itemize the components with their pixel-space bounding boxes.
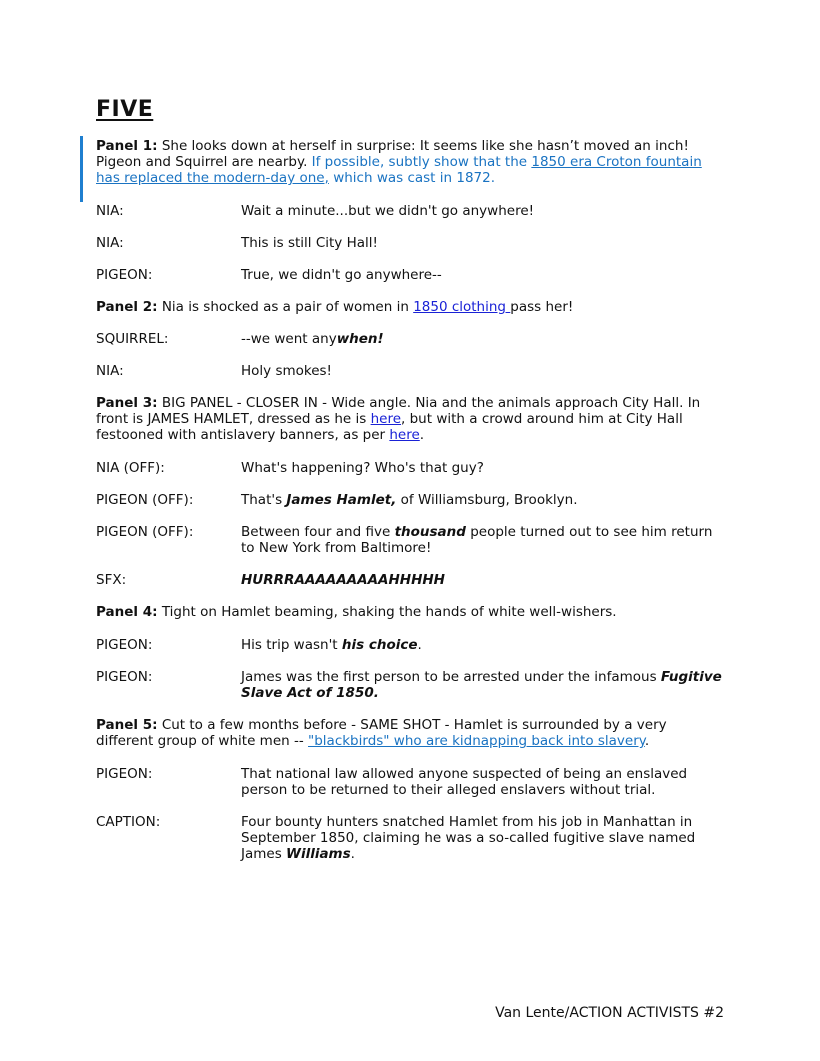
sfx-text: HURRRAAAAAAAAAHHHHH bbox=[241, 572, 445, 588]
sound-effect bbox=[241, 572, 726, 588]
dialogue-text: Four bounty hunters snatched Hamlet from his job in Manhattan in September 1850, claiming he was a so-called fugitive slave named James bbox=[241, 814, 696, 862]
panel-note-end: which was cast in 1872. bbox=[328, 170, 496, 186]
speaker: PIGEON: bbox=[96, 669, 153, 685]
speaker: SFX: bbox=[96, 572, 127, 588]
dialogue-line bbox=[241, 492, 726, 508]
panel-label: Panel 5: bbox=[96, 717, 158, 733]
dialogue-line: Holy smokes! bbox=[241, 363, 332, 379]
dialogue-line: This is still City Hall! bbox=[241, 235, 378, 251]
dialogue-line bbox=[241, 669, 726, 701]
dialogue-text-end: . bbox=[350, 846, 355, 862]
panel-4-description bbox=[96, 604, 726, 620]
dialogue-line: That national law allowed anyone suspected of being an enslaved person to be returned to their alleged enslavers without trial. bbox=[241, 766, 688, 798]
panel-text-end: pass her! bbox=[510, 299, 574, 315]
panel-5-description bbox=[96, 717, 726, 749]
panel-text: Tight on Hamlet beaming, shaking the hands of white well-wishers. bbox=[157, 604, 617, 620]
dialogue-text: --we went any bbox=[241, 331, 337, 347]
speaker: CAPTION: bbox=[96, 814, 161, 830]
panel-text-mid: , but with a crowd around him at City Hall festooned with antislavery banners, as per bbox=[96, 411, 683, 443]
panel-3-description bbox=[96, 395, 726, 443]
dialogue-line bbox=[241, 331, 726, 347]
dialogue-emphasis: his choice bbox=[341, 637, 418, 653]
panel-label: Panel 3: bbox=[96, 395, 158, 411]
blackbirds-link[interactable]: "blackbirds" who are kidnapping back into slavery bbox=[308, 733, 645, 749]
panel-text: BIG PANEL - CLOSER IN - Wide angle. Nia and the animals approach City Hall. In front is JAMES HAMLET, dressed as he is bbox=[96, 395, 701, 427]
page-footer: Van Lente/ACTION ACTIVISTS #2 bbox=[495, 1005, 724, 1021]
panel-text: Nia is shocked as a pair of women in bbox=[157, 299, 414, 315]
dialogue-text: Between four and five bbox=[241, 524, 395, 540]
dialogue-emphasis: James Hamlet, bbox=[286, 492, 397, 508]
panel-2-description bbox=[96, 299, 726, 315]
speaker: NIA (OFF): bbox=[96, 460, 165, 476]
comment-marker bbox=[80, 136, 83, 202]
speaker: NIA: bbox=[96, 203, 124, 219]
speaker: SQUIRREL: bbox=[96, 331, 169, 347]
panel-1-description bbox=[96, 138, 726, 186]
dialogue-line bbox=[241, 637, 726, 653]
dialogue-line bbox=[241, 524, 726, 556]
speaker: PIGEON (OFF): bbox=[96, 524, 194, 540]
speaker: PIGEON (OFF): bbox=[96, 492, 194, 508]
panel-label: Panel 2: bbox=[96, 299, 158, 315]
panel-label: Panel 1: bbox=[96, 138, 158, 154]
speaker: PIGEON: bbox=[96, 267, 153, 283]
panel-label: Panel 4: bbox=[96, 604, 158, 620]
speaker: NIA: bbox=[96, 235, 124, 251]
dialogue-text: That's bbox=[241, 492, 287, 508]
panel-note: If possible, subtly show that the bbox=[311, 154, 532, 170]
dialogue-text-end: . bbox=[417, 637, 422, 653]
speaker: PIGEON: bbox=[96, 766, 153, 782]
dialogue-text-end: people turned out to see him return to New York from Baltimore! bbox=[241, 524, 713, 556]
1850-clothing-link[interactable]: 1850 clothing bbox=[413, 299, 511, 315]
speaker: PIGEON: bbox=[96, 637, 153, 653]
dialogue-emphasis: Williams bbox=[286, 846, 351, 862]
panel-text-end: . bbox=[419, 427, 425, 443]
dialogue-emphasis: when! bbox=[336, 331, 384, 347]
hamlet-reference-link[interactable]: here bbox=[370, 411, 402, 427]
dialogue-line bbox=[241, 814, 726, 862]
dialogue-line: What's happening? Who's that guy? bbox=[241, 460, 484, 476]
banners-reference-link[interactable]: here bbox=[389, 427, 420, 443]
dialogue-emphasis: Fugitive Slave Act of 1850. bbox=[241, 669, 722, 701]
dialogue-line: Wait a minute...but we didn't go anywhere! bbox=[241, 203, 535, 219]
panel-text: Cut to a few months before - SAME SHOT - Hamlet is surrounded by a very different group of white men -- bbox=[96, 717, 667, 749]
panel-text-end: . bbox=[644, 733, 650, 749]
speaker: NIA: bbox=[96, 363, 124, 379]
dialogue-text: James was the first person to be arrested under the infamous bbox=[241, 669, 661, 685]
dialogue-text-end: of Williamsburg, Brooklyn. bbox=[396, 492, 578, 508]
dialogue-emphasis: thousand bbox=[394, 524, 466, 540]
croton-fountain-link[interactable]: 1850 era Croton fountain has replaced the modern-day one, bbox=[96, 154, 702, 186]
dialogue-text: His trip wasn't bbox=[241, 637, 342, 653]
page-heading: FIVE bbox=[96, 97, 154, 122]
dialogue-line: True, we didn't go anywhere-- bbox=[241, 267, 442, 283]
panel-text: She looks down at herself in surprise: It seems like she hasn’t moved an inch! Pigeon and Squirrel are nearby. bbox=[96, 138, 689, 170]
